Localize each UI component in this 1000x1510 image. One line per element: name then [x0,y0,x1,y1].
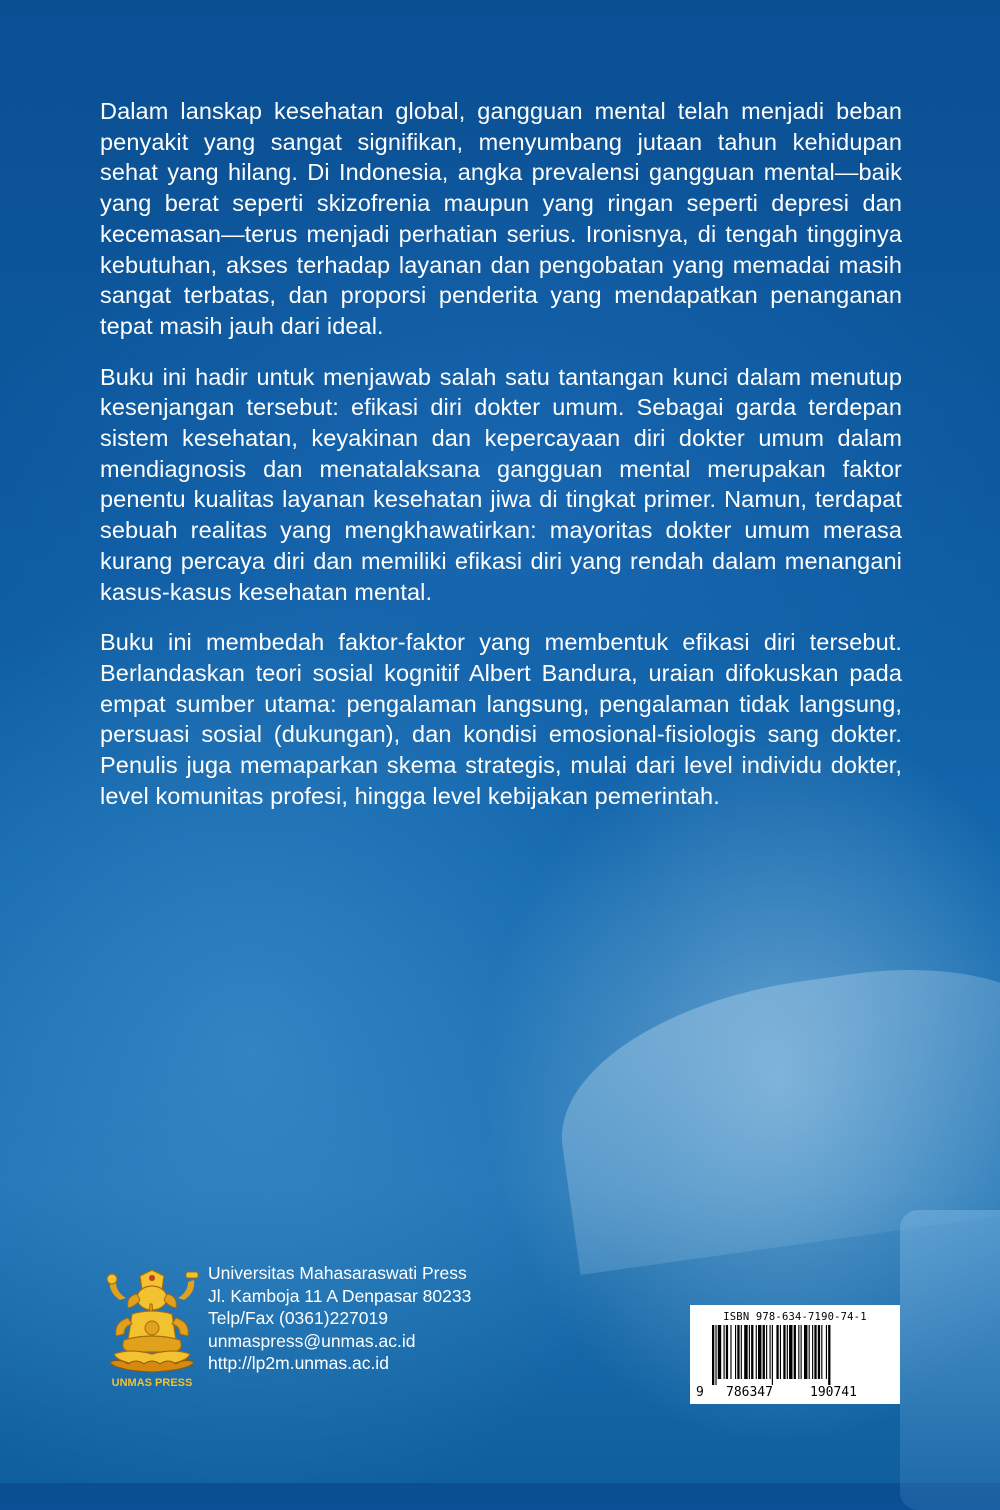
isbn-barcode [690,1305,900,1404]
barcode-bar [741,1325,742,1379]
ganesha-logo-icon [100,1270,204,1390]
paragraph-1: Dalam lanskap kesehatan global, gangguan mental telah menjadi beban penyakit yang sangat signifikan, menyumbang jutaan tahun kehidupan sehat yang hilang. Di Indonesia, angka prevalensi gangguan mental—baik yang berat seperti skizofrenia maupun yang ringan seperti depresi dan kecemasan—terus menjadi perhatian serius. Ironisnya, di tengah tingginya kebutuhan, akses terhadap layanan dan pengobatan yang memadai masih sangat terbatas, dan proporsi penderita yang mendapatkan penanganan tepat masih jauh dari ideal. [100,98,902,339]
barcode-bar [828,1325,830,1385]
barcode-bar [744,1325,747,1379]
isbn-number: ISBN 978-634-7190-74-1 [723,1311,867,1323]
barcode-bar [772,1325,773,1385]
barcode-bar [794,1325,796,1379]
barcode-bar [712,1325,714,1385]
barcode-digits-left: 786347 [726,1385,773,1400]
publisher-address: Jl. Kamboja 11 A Denpasar 80233 [208,1285,472,1306]
barcode-bar [758,1325,761,1379]
paragraph-3: Buku ini membedah faktor-faktor yang membentuk efikasi diri tersebut. Berlandaskan teori sosial kognitif Albert Bandura, uraian difokuskan pada empat sumber utama: pengalaman langsung, pengalaman tidak langsung, persuasi sosial (dukungan), dan kondisi emosional-fisiologis sang dokter. Penulis juga memaparkan skema strategis, mulai dari level individu dokter, level komunitas profesi, hingga level kebijakan pemerintah. [100,629,902,809]
barcode-bar [724,1325,725,1379]
barcode-bar [763,1325,765,1379]
barcode-bar [749,1325,750,1379]
publisher-website: http://lp2m.unmas.ac.id [208,1353,389,1373]
barcode-bar [804,1325,807,1379]
barcode-bar [726,1325,728,1379]
publisher-phone: Telp/Fax (0361)227019 [208,1308,388,1328]
barcode-bar [718,1325,721,1379]
barcode-bar [730,1325,731,1379]
barcode-bar [735,1325,736,1379]
barcode-bar [821,1325,822,1379]
barcode-bar [770,1325,771,1379]
barcode-bar [715,1325,716,1385]
barcode-icon [708,1325,884,1385]
synopsis-text [100,96,902,831]
publisher-name: Universitas Mahasaraswati Press [208,1263,467,1283]
barcode-bar [801,1325,802,1379]
barcode-bar [814,1325,816,1379]
logo-text: UNMAS PRESS [111,1377,193,1389]
publisher-block [100,1262,540,1392]
background-edge-shape [900,1210,1000,1510]
barcode-bar [826,1325,827,1379]
barcode-bar [737,1325,739,1379]
barcode-digits-right: 190741 [810,1385,857,1400]
barcode-bar [776,1325,778,1379]
barcode-bar [751,1325,753,1379]
barcode-digit-first: 9 [696,1385,704,1400]
barcode-bar [780,1325,781,1379]
barcode-bar [783,1325,785,1379]
barcode-bar [756,1325,757,1379]
publisher-email: unmaspress@unmas.ac.id [208,1330,416,1351]
barcode-bar [787,1325,788,1379]
barcode-bar [766,1325,767,1379]
barcode-bar [809,1325,810,1379]
barcode-bar [818,1325,820,1379]
publisher-logo [100,1270,204,1390]
barcode-bar [789,1325,792,1379]
paragraph-2: Buku ini hadir untuk menjawab salah satu tantangan kunci dalam menutup kesenjangan tersebut: efikasi diri dokter umum. Sebagai garda terdepan sistem kesehatan, keyakinan dan kepercayaan diri dokter umum dalam mendiagnosis dan menatalaksana gangguan mental merupakan faktor penentu kualitas layanan kesehatan jiwa di tingkat primer. Namun, terdapat sebuah realitas yang mengkhawatirkan: mayoritas dokter umum merasa kurang percaya diri dan memiliki efikasi diri yang rendah dalam menangani kasus-kasus kesehatan mental. [100,363,902,605]
barcode-bar [812,1325,813,1379]
barcode-bar [798,1325,799,1379]
publisher-details [208,1262,471,1375]
